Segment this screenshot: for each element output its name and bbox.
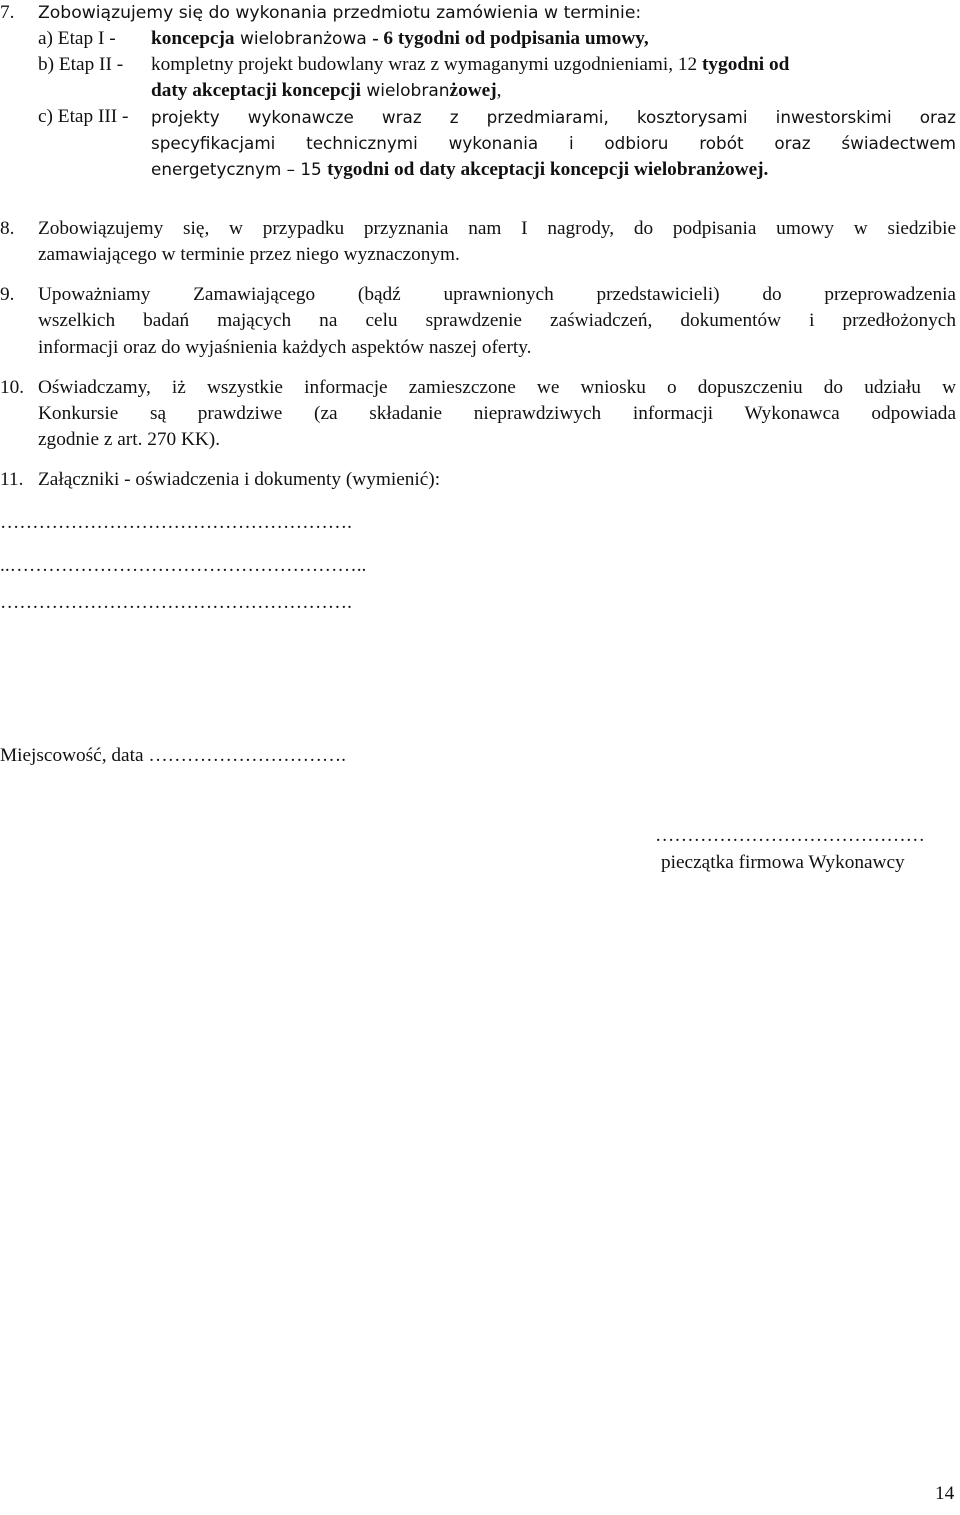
item-7b-plain: kompletny projekt budowlany wraz z wymaganymi uzgodnieniami, 12: [151, 54, 702, 75]
item-7a-bold-2: - 6 tygodni od podpisania umowy,: [372, 28, 649, 49]
item-7b-label: b) Etap II -: [38, 54, 124, 75]
item-7b-bold-1: tygodni od: [702, 54, 790, 75]
place-date-field: [0, 743, 346, 769]
item-7a-text: [151, 26, 649, 52]
attachment-dotline-2: ..………………………………………………..: [0, 555, 367, 576]
item-7c-line-2: specyfikacjami technicznymi wykonania i odbioru robót oraz świadectwem: [151, 133, 956, 153]
item-7c-line-3-plain: energetycznym – 15: [151, 159, 328, 179]
item-7c-label: c) Etap III -: [38, 106, 129, 127]
item-7b-bold-2: daty akceptacji koncepcji: [151, 80, 361, 101]
item-7-intro: Zobowiązujemy się do wykonania przedmiotu zamówienia w terminie:: [38, 3, 642, 23]
item-9-line-1: Upoważniamy Zamawiającego (bądź uprawnionych przedstawicieli) do przeprowadzenia: [38, 284, 956, 305]
item-7-number: 7.: [0, 2, 15, 23]
item-7b-line-2: [151, 78, 501, 104]
attachment-dotline-3: ……………………………………………….: [0, 592, 352, 613]
stamp-dots: ……………………………………: [655, 825, 925, 846]
item-7b-plain-2: wielobran: [360, 81, 450, 101]
item-10-number: 10.: [0, 377, 25, 398]
item-10-line-3: zgodnie z art. 270 KK).: [38, 429, 221, 450]
item-9-number: 9.: [0, 284, 15, 305]
item-9-line-3: informacji oraz do wyjaśnienia każdych aspektów naszej oferty.: [38, 337, 532, 358]
item-8-line-1: Zobowiązujemy się, w przypadku przyznania nam I nagrody, do podpisania umowy w siedzibie: [38, 218, 956, 239]
item-7c-line-3-bold: tygodni od daty akceptacji koncepcji wielobranżowej.: [327, 159, 769, 180]
item-11-number: 11.: [0, 469, 24, 490]
item-7b-bold-3: żowej: [449, 80, 497, 101]
item-10-line-1: Oświadczamy, iż wszystkie informacje zamieszczone we wniosku o dopuszczeniu do udziału w: [38, 377, 956, 398]
item-7a-label: a) Etap I -: [38, 28, 116, 49]
item-7a-plain: wielobranżowa: [234, 29, 373, 49]
item-7b-plain-3: ,: [496, 80, 502, 101]
attachment-dotline-1: ……………………………………………….: [0, 512, 352, 533]
item-7a-bold-1: koncepcja: [151, 28, 235, 49]
item-8-number: 8.: [0, 218, 15, 239]
item-10-line-2: Konkursie są prawdziwe (za składanie nieprawdziwych informacji Wykonawca odpowiada: [38, 403, 956, 424]
place-date-label: Miejscowość, data: [0, 745, 149, 766]
item-8-line-2: zamawiającego w terminie przez niego wyznaczonym.: [38, 244, 460, 265]
item-7c-line-1: projekty wykonawcze wraz z przedmiarami, kosztorysami inwestorskimi oraz: [151, 107, 956, 127]
page-number: 14: [935, 1483, 955, 1504]
item-7b-line-1: [151, 52, 956, 78]
item-7c-line-3: [151, 156, 768, 183]
place-date-dots: ………………………….: [148, 745, 346, 766]
item-9-line-2: wszelkich badań mających na celu sprawdzenie zaświadczeń, dokumentów i przedłożonych: [38, 310, 956, 331]
item-11-text: Załączniki - oświadczenia i dokumenty (wymienić):: [38, 469, 441, 490]
stamp-label: pieczątka firmowa Wykonawcy: [661, 852, 905, 873]
